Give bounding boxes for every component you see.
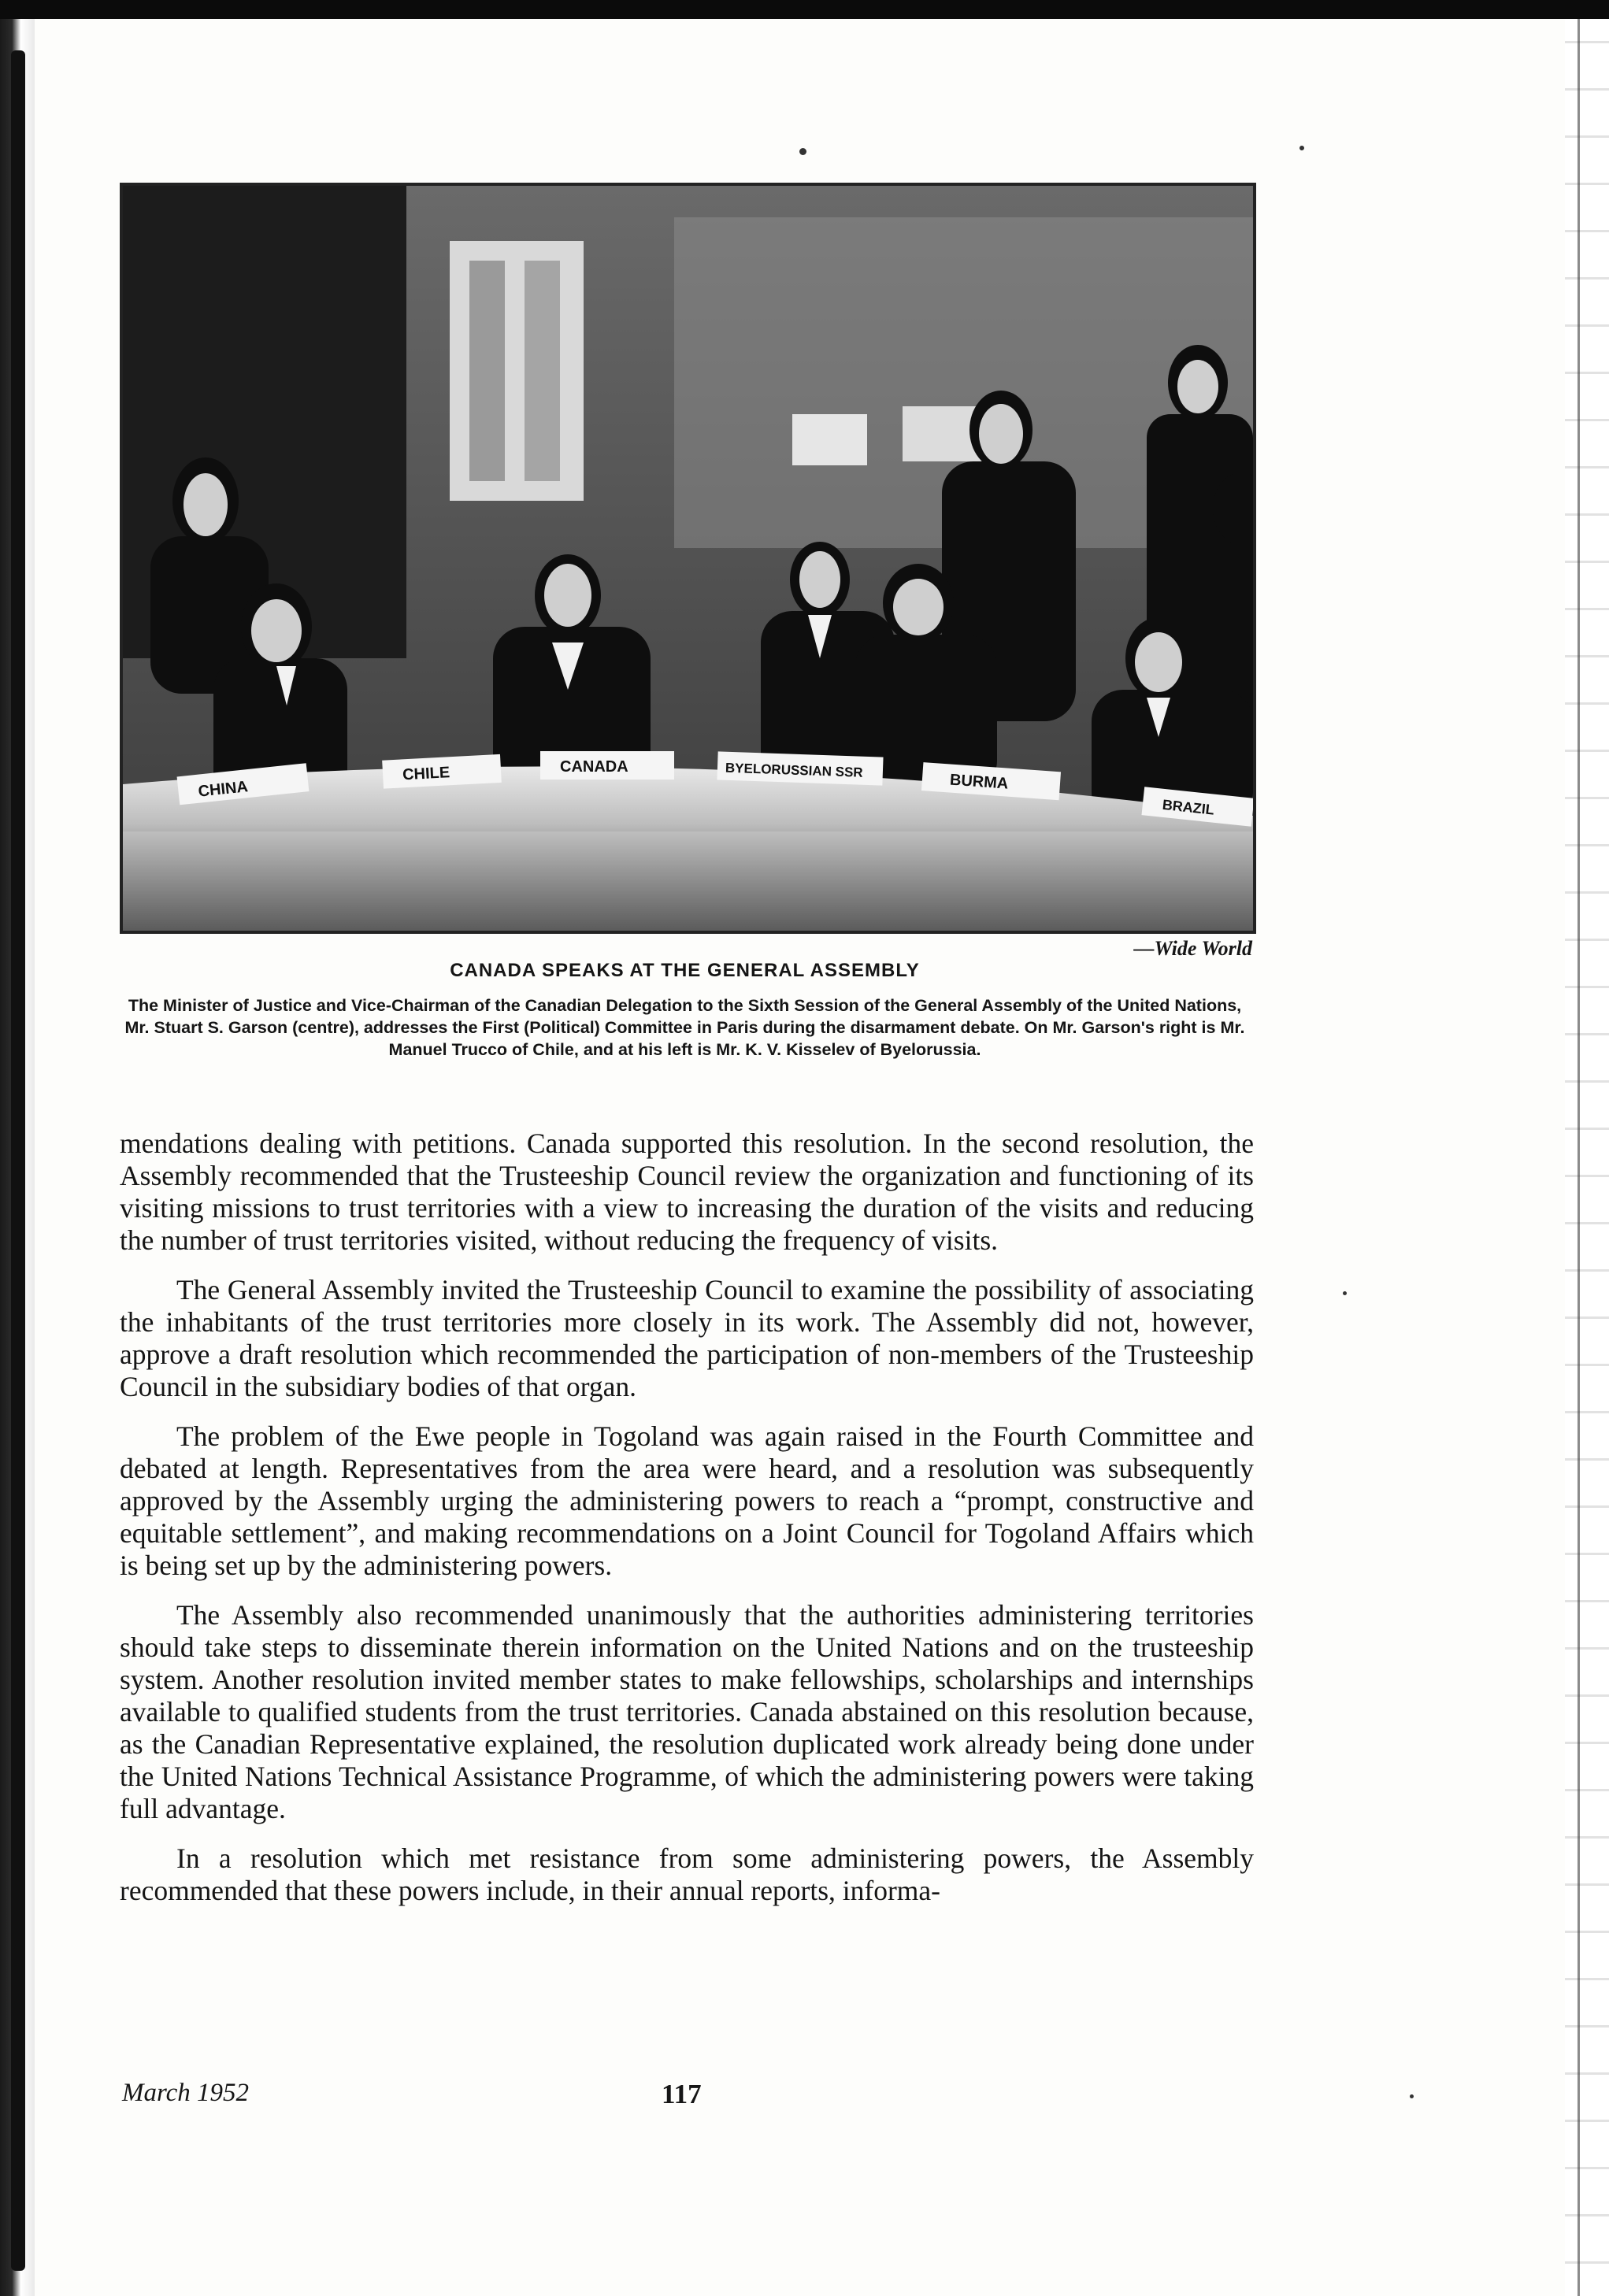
nameplate-china: CHINA [197,778,249,801]
footer-date: March 1952 [122,2079,250,2107]
nameplate-burma: BURMA [949,771,1010,793]
paragraph: In a resolution which met resistance from some administering powers, the Assembly recommended that these powers include, in their annual reports, informa- [120,1842,1254,1906]
scan-right-edge [1565,19,1609,2296]
caption-body: The Minister of Justice and Vice-Chairman of the Canadian Delegation to the Sixth Session of the General Assembly of the United Nations, Mr. Stuart S. Garson (centre), addresses the First (Political) Committee in Paris during the disarmament debate. On Mr. Garson's right is Mr. Manuel Trucco of Chile, and at his left is Mr. K. V. Kisselev of Byelorussia. [124,996,1245,1059]
assembly-photo [120,183,1256,934]
scan-speck [799,148,806,155]
scan-top-border [0,0,1609,19]
scan-left-binding [0,19,35,2296]
scan-speck [1410,2094,1414,2098]
paragraph: The Assembly also recommended unanimously that the authorities administering territories should take steps to disseminate therein information on the United Nations and on the trusteeship system. Another resolution invited member states to make fellowships, scholarships and internships available to qualified students from the trust territories. Canada abstained on this resolution because, as the Canadian Representative explained, the resolution duplicated work already being done under the United Nations Technical Assistance Programme, of which the administering powers were taking full advantage. [120,1599,1254,1824]
article-body [120,1128,1254,1924]
paragraph: The problem of the Ewe people in Togoland was again raised in the Fourth Committee and debated at length. Representatives from the area were heard, and a resolution was subsequently approved by the Assembly urging the administering powers to reach a “prompt, constructive and equitable settlement”, and making recommendations on a Joint Council for Togoland Affairs which is being set up by the administering powers. [120,1420,1254,1581]
assembly-photo-scene [123,186,1253,931]
nameplate-canada: CANADA [560,758,628,776]
paragraph: The General Assembly invited the Trusteeship Council to examine the possibility of associating the inhabitants of the trust territories more closely in its work. The Assembly did not, however, approve a draft resolution which recommended the participation of non-members of the Trusteeship Council in the subsidiary bodies of that organ. [120,1274,1254,1402]
photo-credit: —Wide World [1133,937,1252,960]
nameplate-chile: CHILE [402,764,450,784]
nameplate-brazil: BRAZIL [1161,796,1215,818]
scan-speck [1343,1291,1347,1295]
page-number: 117 [662,2079,702,2109]
nameplate-byelorussian-ssr: BYELORUSSIAN SSR [725,760,863,780]
scan-speck [1299,146,1304,150]
paragraph: mendations dealing with petitions. Canada supported this resolution. In the second resolution, the Assembly recommended that the Trusteeship Council review the organization and functioning of its visiting missions to trust territories with a view to increasing the duration of the visits and reducing the number of trust territories visited, without reducing the frequency of visits. [120,1128,1254,1256]
caption-title: CANADA SPEAKS AT THE GENERAL ASSEMBLY [450,960,920,981]
